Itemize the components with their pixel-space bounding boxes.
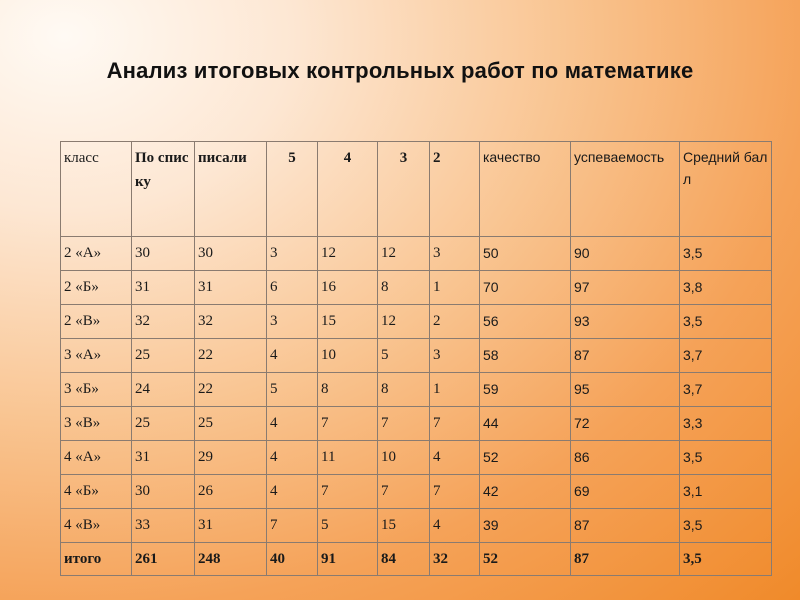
cell-on-list: 31 bbox=[132, 441, 195, 475]
cell-grade-5: 4 bbox=[267, 475, 318, 509]
cell-grade-5: 4 bbox=[267, 339, 318, 373]
cell-wrote: 31 bbox=[195, 509, 267, 543]
table-row bbox=[61, 509, 772, 543]
cell-grade-2: 3 bbox=[430, 339, 480, 373]
cell-progress: 69 bbox=[571, 475, 680, 509]
cell-grade-5: 3 bbox=[267, 237, 318, 271]
cell-grade-3: 7 bbox=[378, 407, 430, 441]
cell-average: 3,7 bbox=[680, 373, 772, 407]
header-grade-5: 5 bbox=[267, 142, 318, 237]
cell-on-list: 32 bbox=[132, 305, 195, 339]
cell-grade-3: 12 bbox=[378, 237, 430, 271]
cell-grade-4: 5 bbox=[318, 509, 378, 543]
cell-progress: 86 bbox=[571, 441, 680, 475]
cell-quality: 50 bbox=[480, 237, 571, 271]
cell-grade-3: 5 bbox=[378, 339, 430, 373]
cell-average: 3,5 bbox=[680, 441, 772, 475]
cell-class: 3 «А» bbox=[61, 339, 132, 373]
cell-grade-5: 7 bbox=[267, 509, 318, 543]
cell-on-list: 30 bbox=[132, 237, 195, 271]
cell-class: 2 «Б» bbox=[61, 271, 132, 305]
cell-average: 3,5 bbox=[680, 237, 772, 271]
total-grade-4: 91 bbox=[318, 543, 378, 576]
table-row bbox=[61, 305, 772, 339]
cell-grade-3: 15 bbox=[378, 509, 430, 543]
header-wrote: писали bbox=[195, 142, 267, 237]
results-table bbox=[60, 141, 772, 576]
total-grade-3: 84 bbox=[378, 543, 430, 576]
cell-average: 3,5 bbox=[680, 305, 772, 339]
cell-wrote: 32 bbox=[195, 305, 267, 339]
cell-class: 4 «Б» bbox=[61, 475, 132, 509]
total-on-list: 261 bbox=[132, 543, 195, 576]
cell-grade-5: 3 bbox=[267, 305, 318, 339]
table-row bbox=[61, 475, 772, 509]
cell-grade-4: 7 bbox=[318, 475, 378, 509]
total-quality: 52 bbox=[480, 543, 571, 576]
cell-grade-3: 8 bbox=[378, 373, 430, 407]
cell-progress: 90 bbox=[571, 237, 680, 271]
cell-quality: 52 bbox=[480, 441, 571, 475]
cell-grade-4: 12 bbox=[318, 237, 378, 271]
cell-wrote: 30 bbox=[195, 237, 267, 271]
header-grade-4: 4 bbox=[318, 142, 378, 237]
cell-on-list: 25 bbox=[132, 407, 195, 441]
table-row bbox=[61, 339, 772, 373]
cell-grade-2: 7 bbox=[430, 475, 480, 509]
cell-wrote: 26 bbox=[195, 475, 267, 509]
cell-quality: 70 bbox=[480, 271, 571, 305]
cell-grade-2: 1 bbox=[430, 373, 480, 407]
cell-quality: 56 bbox=[480, 305, 571, 339]
cell-grade-3: 7 bbox=[378, 475, 430, 509]
cell-grade-2: 2 bbox=[430, 305, 480, 339]
cell-class: 2 «В» bbox=[61, 305, 132, 339]
cell-quality: 44 bbox=[480, 407, 571, 441]
page-title: Анализ итоговых контрольных работ по математике bbox=[106, 58, 694, 83]
cell-class: 4 «В» bbox=[61, 509, 132, 543]
header-class: класс bbox=[61, 142, 132, 237]
cell-on-list: 31 bbox=[132, 271, 195, 305]
cell-quality: 42 bbox=[480, 475, 571, 509]
total-grade-5: 40 bbox=[267, 543, 318, 576]
cell-class: 3 «В» bbox=[61, 407, 132, 441]
table-row bbox=[61, 441, 772, 475]
cell-on-list: 24 bbox=[132, 373, 195, 407]
cell-grade-2: 4 bbox=[430, 509, 480, 543]
cell-progress: 93 bbox=[571, 305, 680, 339]
cell-quality: 39 bbox=[480, 509, 571, 543]
cell-grade-4: 7 bbox=[318, 407, 378, 441]
header-grade-2: 2 bbox=[430, 142, 480, 237]
cell-grade-4: 8 bbox=[318, 373, 378, 407]
cell-average: 3,8 bbox=[680, 271, 772, 305]
cell-average: 3,3 bbox=[680, 407, 772, 441]
cell-wrote: 22 bbox=[195, 339, 267, 373]
cell-quality: 58 bbox=[480, 339, 571, 373]
cell-progress: 95 bbox=[571, 373, 680, 407]
header-on-list: По списку bbox=[132, 142, 195, 237]
cell-grade-3: 12 bbox=[378, 305, 430, 339]
cell-grade-2: 1 bbox=[430, 271, 480, 305]
total-grade-2: 32 bbox=[430, 543, 480, 576]
table-row bbox=[61, 407, 772, 441]
table-row bbox=[61, 373, 772, 407]
cell-progress: 97 bbox=[571, 271, 680, 305]
table-row bbox=[61, 237, 772, 271]
total-wrote: 248 bbox=[195, 543, 267, 576]
cell-on-list: 30 bbox=[132, 475, 195, 509]
cell-grade-5: 4 bbox=[267, 441, 318, 475]
cell-wrote: 31 bbox=[195, 271, 267, 305]
cell-grade-4: 11 bbox=[318, 441, 378, 475]
cell-class: 4 «А» bbox=[61, 441, 132, 475]
cell-grade-3: 8 bbox=[378, 271, 430, 305]
cell-class: 3 «Б» bbox=[61, 373, 132, 407]
total-class: итого bbox=[61, 543, 132, 576]
cell-average: 3,1 bbox=[680, 475, 772, 509]
total-row bbox=[61, 543, 772, 576]
cell-average: 3,7 bbox=[680, 339, 772, 373]
cell-progress: 72 bbox=[571, 407, 680, 441]
cell-grade-5: 5 bbox=[267, 373, 318, 407]
cell-grade-5: 4 bbox=[267, 407, 318, 441]
cell-wrote: 25 bbox=[195, 407, 267, 441]
cell-grade-4: 16 bbox=[318, 271, 378, 305]
header-quality: качество bbox=[480, 142, 571, 237]
total-average: 3,5 bbox=[680, 543, 772, 576]
header-progress: успеваемость bbox=[571, 142, 680, 237]
cell-quality: 59 bbox=[480, 373, 571, 407]
header-grade-3: 3 bbox=[378, 142, 430, 237]
cell-grade-2: 4 bbox=[430, 441, 480, 475]
cell-grade-3: 10 bbox=[378, 441, 430, 475]
cell-wrote: 22 bbox=[195, 373, 267, 407]
cell-grade-5: 6 bbox=[267, 271, 318, 305]
cell-wrote: 29 bbox=[195, 441, 267, 475]
total-progress: 87 bbox=[571, 543, 680, 576]
header-average: Средний балл bbox=[680, 142, 772, 237]
cell-grade-2: 7 bbox=[430, 407, 480, 441]
cell-progress: 87 bbox=[571, 339, 680, 373]
table-header-row bbox=[61, 142, 772, 237]
cell-average: 3,5 bbox=[680, 509, 772, 543]
cell-on-list: 25 bbox=[132, 339, 195, 373]
cell-progress: 87 bbox=[571, 509, 680, 543]
cell-grade-2: 3 bbox=[430, 237, 480, 271]
cell-grade-4: 10 bbox=[318, 339, 378, 373]
table-row bbox=[61, 271, 772, 305]
cell-on-list: 33 bbox=[132, 509, 195, 543]
cell-grade-4: 15 bbox=[318, 305, 378, 339]
cell-class: 2 «А» bbox=[61, 237, 132, 271]
